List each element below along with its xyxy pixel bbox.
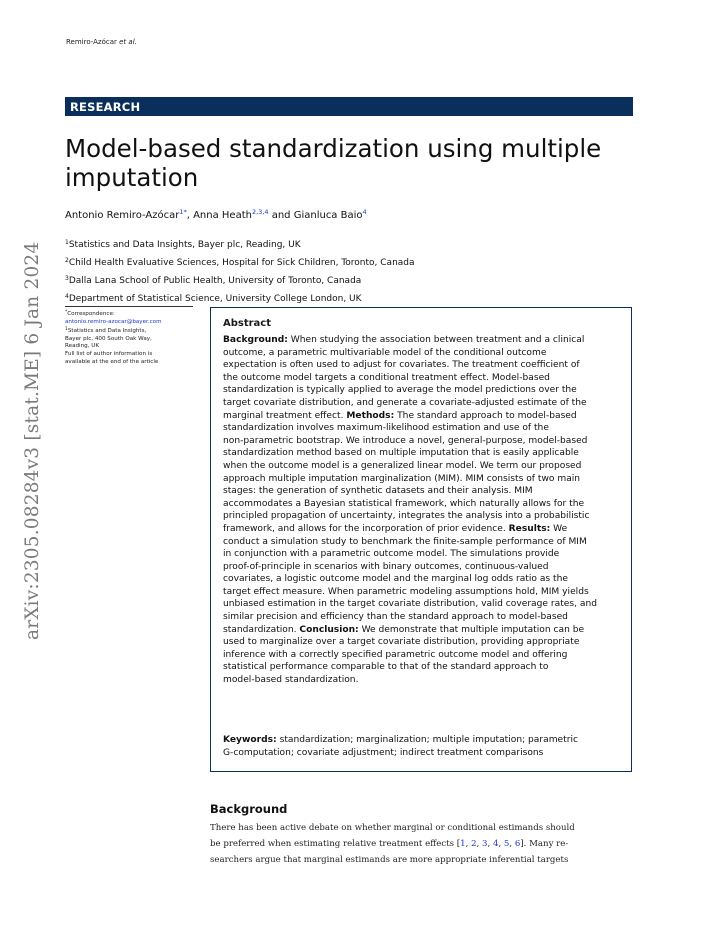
author-name: Antonio Remiro-Azócar xyxy=(65,210,180,221)
running-header-author: Remiro-Azócar xyxy=(66,38,117,46)
author-info-note: available at the end of the article xyxy=(65,358,159,365)
citation-link[interactable]: 6 xyxy=(514,839,521,849)
address-line: Statistics and Data Insights, xyxy=(67,328,147,335)
abstract-line: used to marginalize over a target covariate distribution, providing appropriate xyxy=(223,637,580,648)
correspondence-note xyxy=(65,309,205,366)
affiliation-item xyxy=(65,253,415,271)
affiliation-text: Department of Statistical Science, University College London, UK xyxy=(68,294,362,304)
abstract-line: conduct a simulation study to benchmark the finite-sample performance of MIM xyxy=(223,536,587,547)
author-separator: , xyxy=(186,210,194,221)
abstract-line: similar precision and efficiency than the standard approach to model-based xyxy=(223,612,568,623)
affiliation-item xyxy=(65,235,415,253)
paragraph-text: ]. Many re- xyxy=(520,839,569,849)
abstract-line: framework, and allows for the incorporation of prior evidence. Results: We xyxy=(223,523,568,534)
abstract-line: the outcome model targets a conditional treatment effect. Model-based xyxy=(223,372,550,383)
abstract-line: when the outcome model is a generalized linear model. We term our proposed xyxy=(223,460,582,471)
abstract-line: proof-of-principle in scenarios with binary outcomes, continuous-valued xyxy=(223,561,549,572)
citation-list xyxy=(460,839,520,849)
author-affil-ref[interactable]: 2,3,4 xyxy=(251,208,269,216)
affiliation-text: Statistics and Data Insights, Bayer plc, Reading, UK xyxy=(68,240,301,250)
affiliation-text: Child Health Evaluative Sciences, Hospital for Sick Children, Toronto, Canada xyxy=(68,258,415,268)
author-name: Anna Heath xyxy=(193,210,252,221)
citation-link[interactable]: 4 xyxy=(492,839,499,849)
author-separator: and xyxy=(268,210,294,221)
author-name: Gianluca Baio xyxy=(293,210,363,221)
author-affil-ref[interactable]: 4 xyxy=(362,208,367,216)
abstract-line: standardization is typically applied to average the model predictions over the xyxy=(223,385,577,396)
affiliation-number: 2 xyxy=(65,257,69,264)
keywords-line: Keywords: standardization; marginalization; multiple imputation; parametric xyxy=(223,735,578,745)
affiliation-item xyxy=(65,289,415,307)
abstract-line: principled propagation of uncertainty, integrates the analysis into a probabilistic xyxy=(223,511,590,522)
author-list xyxy=(65,208,367,221)
arxiv-stamp: arXiv:2305.08284v3 [stat.ME] 6 Jan 2024 xyxy=(22,241,43,640)
paragraph-line: There has been active debate on whether marginal or conditional estimands should xyxy=(210,823,575,833)
author-info-note: Full list of author information is xyxy=(65,350,153,357)
abstract-line: model-based standardization. xyxy=(223,675,359,686)
background-paragraph xyxy=(210,820,634,868)
keywords-line: G-computation; covariate adjustment; indirect treatment comparisons xyxy=(223,747,544,758)
abstract-body xyxy=(223,334,623,687)
correspondence-label-row xyxy=(65,309,205,319)
citation-separator: , xyxy=(498,839,504,849)
correspondence-address-row xyxy=(65,326,205,336)
citation-link[interactable]: 5 xyxy=(503,839,510,849)
affiliation-number: 3 xyxy=(65,275,69,282)
author-affil-ref[interactable]: 1* xyxy=(179,208,187,216)
abstract-line: Background: When studying the association between treatment and a clinical xyxy=(223,335,585,345)
running-header-etal: et al. xyxy=(119,38,137,46)
abstract-line: non-parametric bootstrap. We introduce a novel, general-purpose, model-based xyxy=(223,435,588,446)
abstract-line: marginal treatment effect. Methods: The standard approach to model-based xyxy=(223,410,577,421)
citation-separator: , xyxy=(487,839,493,849)
citation-separator: , xyxy=(509,839,515,849)
abstract-line: target covariate distribution, and generate a covariate-adjusted estimate of the xyxy=(223,397,587,408)
abstract-line: accommodates a Bayesian statistical framework, which naturally allows for the xyxy=(223,498,585,509)
title-line: imputation xyxy=(65,163,199,192)
abstract-line: covariates, a logistic outcome model and the marginal log odds ratio as the xyxy=(223,574,568,585)
paragraph-line xyxy=(210,836,634,852)
abstract-line: standardization method based on multiple imputation that is easily applicable xyxy=(223,448,579,459)
abstract-line: standardization involves maximum-likelihood estimation and use of the xyxy=(223,423,549,434)
abstract-line: unbiased estimation in the target covariate distribution, valid coverage rates, and xyxy=(223,599,597,610)
abstract-line: standardization. Conclusion: We demonstrate that multiple imputation can be xyxy=(223,624,585,635)
footnote-star: * xyxy=(65,310,68,315)
abstract-line: statistical performance comparable to that of the standard approach to xyxy=(223,662,549,673)
abstract-line: expectation is often used to adjust for covariates. The treatment coefficient of xyxy=(223,360,580,371)
sidenote-divider xyxy=(65,306,193,307)
address-line: Reading, UK xyxy=(65,343,100,350)
affiliation-number: 1 xyxy=(65,327,68,333)
paragraph-line: searchers argue that marginal estimands are more appropriate inferential targets xyxy=(210,855,569,865)
abstract-line: outcome, a parametric multivariable model of the conditional outcome xyxy=(223,347,547,358)
abstract-line: target effect measure. When parametric modeling assumptions hold, MIM yields xyxy=(223,586,589,597)
abstract-line: in conjunction with a parametric outcome model. The simulations provide xyxy=(223,549,560,560)
section-heading-background: Background xyxy=(210,802,288,816)
correspondence-email-link[interactable]: antonio.remiro-azocar@bayer.com xyxy=(65,318,162,325)
correspondence-label: Correspondence: xyxy=(67,311,115,317)
citation-link[interactable]: 3 xyxy=(482,839,488,849)
citation-link[interactable]: 1 xyxy=(460,839,466,849)
abstract-line: approach multiple imputation marginalization (MIM). MIM consists of two main xyxy=(223,473,581,484)
keywords xyxy=(223,734,623,759)
affiliation-list xyxy=(65,235,415,307)
affiliation-text: Dalla Lana School of Public Health, University of Toronto, Canada xyxy=(68,276,362,286)
abstract-line: stages: the generation of synthetic datasets and their analysis. MIM xyxy=(223,486,533,497)
citation-separator: , xyxy=(476,839,483,849)
paragraph-text: be preferred when estimating relative treatment effects [ xyxy=(210,839,461,849)
affiliation-item xyxy=(65,271,415,289)
citation-separator: , xyxy=(465,839,472,849)
affiliation-number: 1 xyxy=(65,239,69,246)
section-banner-label: RESEARCH xyxy=(70,100,141,114)
running-header xyxy=(66,38,137,46)
abstract-heading: Abstract xyxy=(223,318,272,329)
section-banner xyxy=(65,97,633,116)
title-line: Model-based standardization using multiple xyxy=(65,134,602,163)
address-line: Bayer plc, 400 South Oak Way, xyxy=(65,335,152,342)
citation-link[interactable]: 2 xyxy=(471,839,477,849)
affiliation-number: 4 xyxy=(65,293,69,300)
paper-title xyxy=(65,134,635,192)
abstract-box xyxy=(210,307,632,772)
abstract-line: inference with a correctly specified parametric outcome model and offering xyxy=(223,649,568,660)
